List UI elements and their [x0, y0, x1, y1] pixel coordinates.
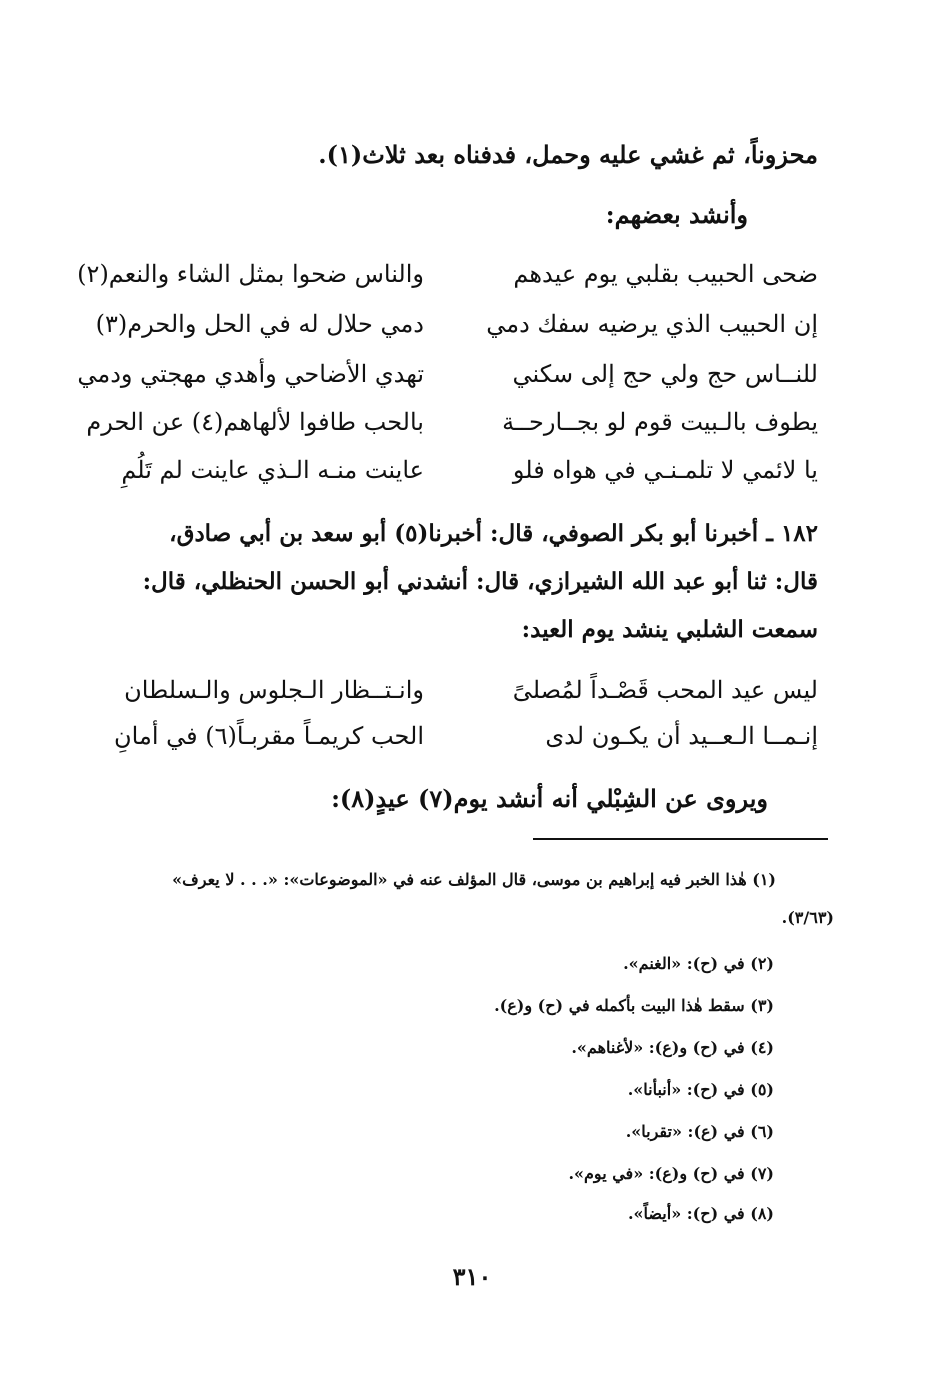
verse-3-hemistich-b: تهدي الأضاحي وأهدي مهجتي ودمي: [77, 360, 424, 388]
footnote-5: (٥) في (ح): «أنبأنا».: [627, 1080, 774, 1099]
page-number: ٣١٠: [452, 1262, 492, 1291]
closing-line: ويروى عن الشِبْلي أنه أنشد يوم(٧) عيدٍ(٨):: [331, 784, 768, 813]
verse-6-hemistich-a: ليس عيد المحب قَصْـداً لمُصلىً: [512, 676, 818, 704]
verse-7-hemistich-b: الحب كريمـاً مقربـاً(٦) في أمانِ: [114, 722, 424, 750]
intro-line-2: وأنشد بعضهم:: [605, 200, 748, 229]
verse-2-hemistich-b: دمي حلال له في الحل والحرم(٣): [95, 310, 424, 338]
paragraph-182-line-2: قال: ثنا أبو عبد الله الشيرازي، قال: أنشدني أبو الحسن الحنظلي، قال:: [142, 568, 818, 595]
footnote-4: (٤) في (ح) و(ع): «لأغناهم».: [571, 1038, 774, 1057]
verse-3-hemistich-a: للنــاس حج ولي حج إلى سكني: [512, 360, 818, 388]
verse-1-hemistich-a: ضحى الحبيب بقلبي يوم عيدهم: [513, 260, 818, 288]
verse-5-hemistich-a: يا لائمي لا تلمـنـي في هواه فلو: [512, 456, 818, 484]
verse-2-hemistich-a: إن الحبيب الذي يرضيه سفك دمي: [486, 310, 818, 338]
paragraph-182-line-3: سمعت الشلبي ينشد يوم العيد:: [521, 616, 818, 643]
footnote-3: (٣) سقط هٰذا البيت بأكمله في (ح) و(ع).: [494, 996, 774, 1015]
footnote-7: (٧) في (ح) و(ع): «في يوم».: [568, 1164, 774, 1183]
footnote-2: (٢) في (ح): «الغنم».: [623, 954, 774, 973]
verse-4-hemistich-a: يطوف بالـبيت قوم لو بجــارحــة: [502, 408, 818, 436]
footnote-8: (٨) في (ح): «أيضاً».: [627, 1204, 774, 1223]
footnote-6: (٦) في (ع): «تقربا».: [625, 1122, 774, 1141]
verse-6-hemistich-b: وانـتــظار الـجلوس والـسلطان: [124, 676, 424, 704]
verse-5-hemistich-b: عاينت منـه الـذي عاينت لم تَلُمِ: [121, 456, 424, 484]
verse-1-hemistich-b: والناس ضحوا بمثل الشاء والنعم(٢): [77, 260, 424, 288]
footnote-separator: [533, 838, 828, 840]
verse-4-hemistich-b: بالحب طافوا لألهاهم(٤) عن الحرم: [86, 408, 424, 436]
footnote-1: (١) هٰذا الخبر فيه إبراهيم بن موسى، قال المؤلف عنه في «الموضوعات»: «. . . لا يعرف»: [172, 870, 776, 889]
paragraph-182-line-1: ١٨٢ ـ أخبرنا أبو بكر الصوفي، قال: أخبرنا(٥) أبو سعد بن أبي صادق،: [169, 520, 818, 547]
footnote-1-continued: (٣/٦٣).: [781, 908, 834, 927]
intro-line-1: محزوناً، ثم غشي عليه وحمل، فدفناه بعد ثلاث(١).: [318, 140, 818, 169]
verse-7-hemistich-a: إنـمــا الـعــيد أن يكـون لدى: [545, 722, 818, 750]
